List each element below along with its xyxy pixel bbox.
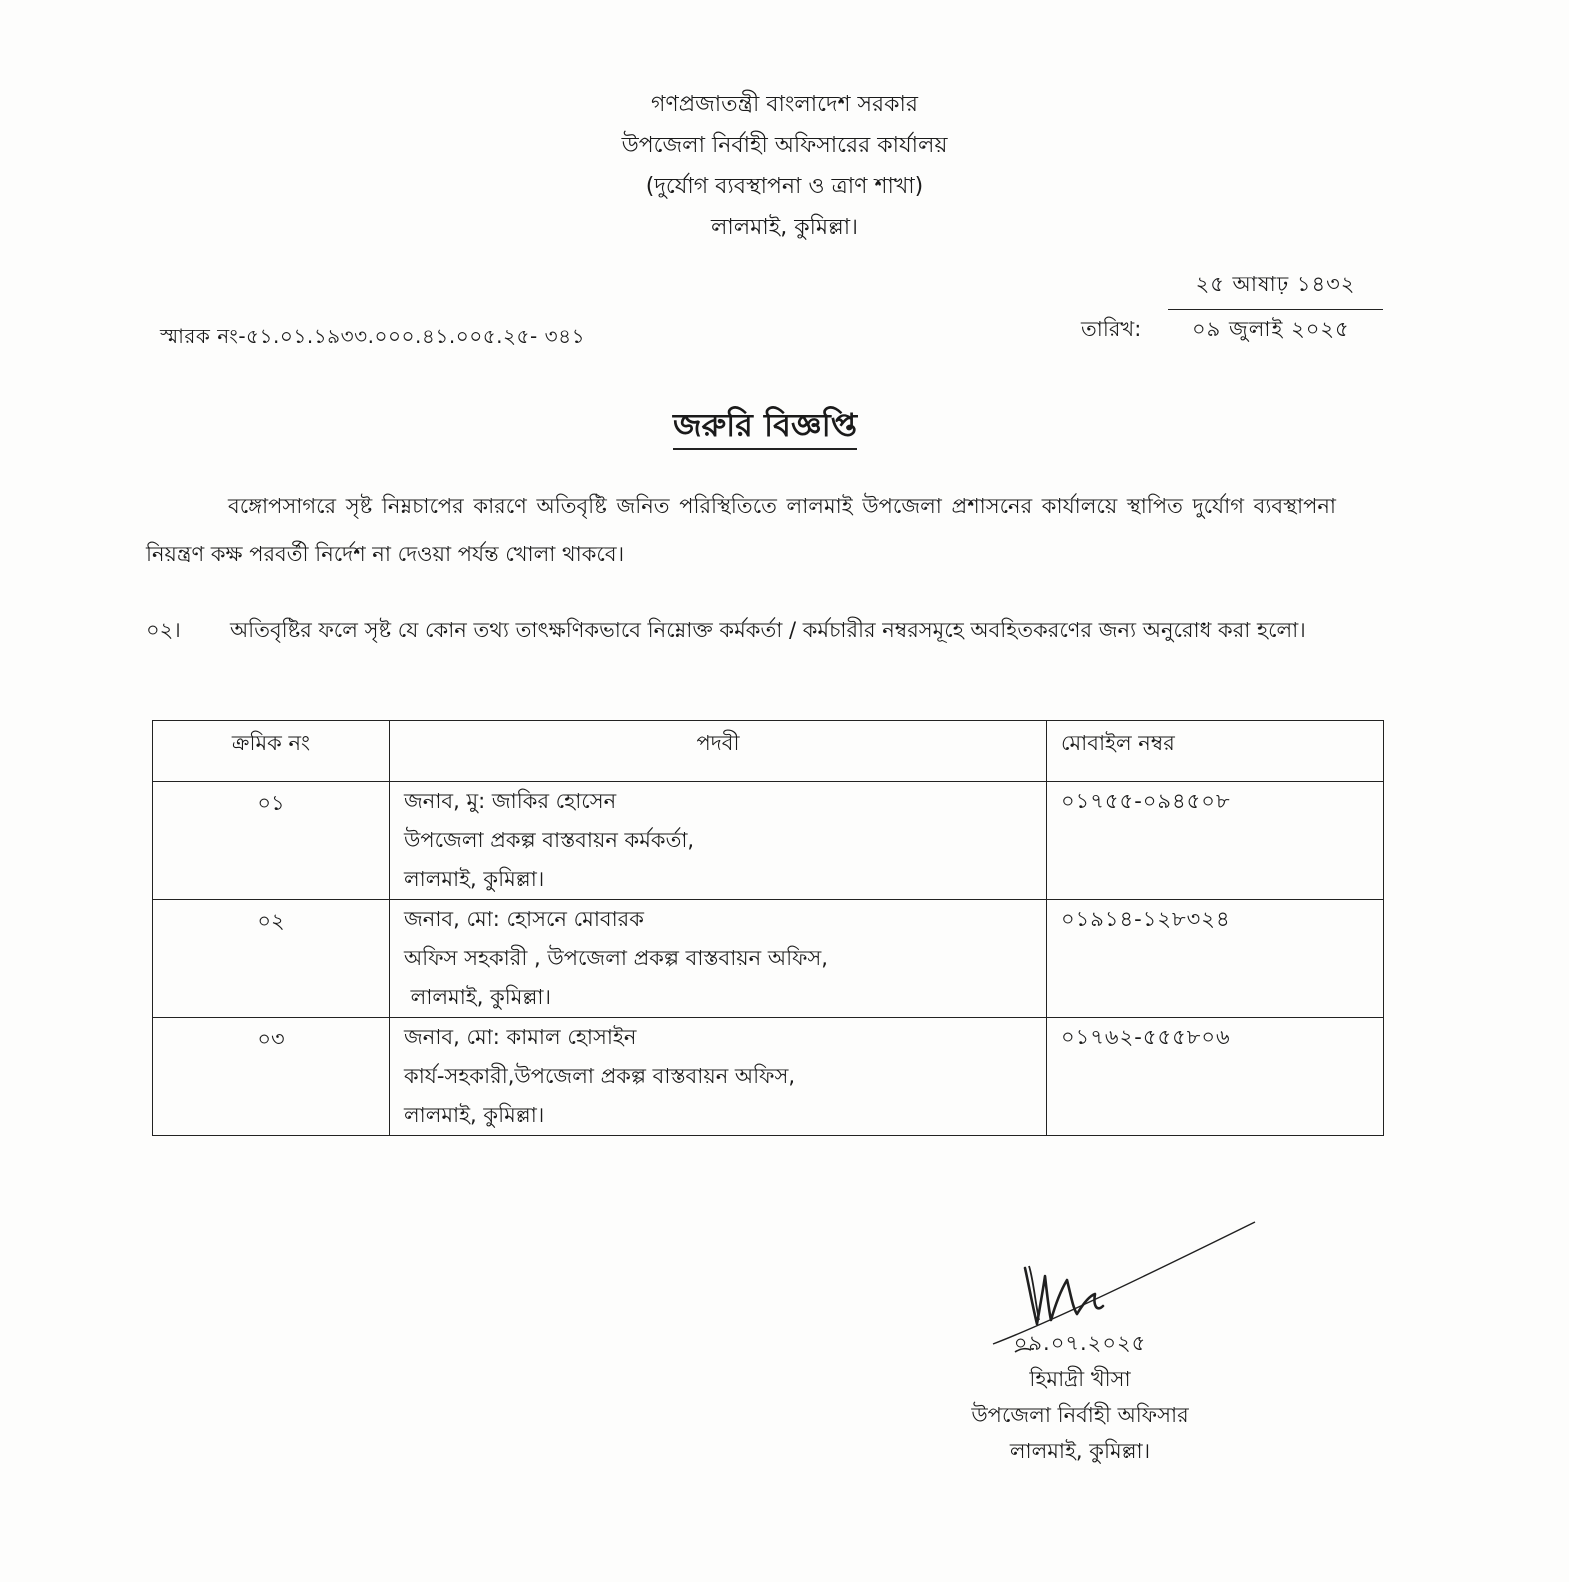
header-mobile: মোবাইল নম্বর <box>1047 721 1384 782</box>
table-row <box>153 782 1384 900</box>
table-row <box>153 1018 1384 1136</box>
row-designation <box>390 1018 1047 1136</box>
officer-place: লালমাই, কুমিল্লা। <box>404 985 551 1009</box>
paragraph-2-number: ০২। <box>146 618 181 642</box>
officer-name: জনাব, মো: কামাল হোসাইন <box>404 1025 637 1049</box>
paragraph-2 <box>146 603 1386 658</box>
row-designation <box>390 900 1047 1018</box>
date-label: তারিখ: <box>1081 317 1142 341</box>
date-block <box>1168 268 1383 310</box>
signature-stroke <box>1025 1268 1103 1324</box>
signature-block <box>940 1325 1220 1469</box>
office-name: উপজেলা নির্বাহী অফিসারের কার্যালয় <box>621 133 948 158</box>
contacts-table <box>152 720 1384 1136</box>
row-mobile: ০১৯১৪-১২৮৩২৪ <box>1047 900 1384 1018</box>
officer-post: কার্য-সহকারী,উপজেলা প্রকল্প বাস্তবায়ন অফিস, <box>404 1064 795 1088</box>
office-location: লালমাই, কুমিল্লা। <box>711 215 858 240</box>
row-serial: ০২ <box>153 900 390 1018</box>
signatory-designation: উপজেলা নির্বাহী অফিসার <box>971 1403 1189 1427</box>
row-mobile: ০১৭৫৫-০৯৪৫০৮ <box>1047 782 1384 900</box>
signature-date: ০৯.০৭.২০২৫ <box>1013 1331 1147 1355</box>
row-designation <box>390 782 1047 900</box>
row-serial: ০৩ <box>153 1018 390 1136</box>
officer-post: অফিস সহকারী , উপজেলা প্রকল্প বাস্তবায়ন অফিস, <box>404 946 828 970</box>
date-bangla: ২৫ আষাঢ় ১৪৩২ <box>1168 268 1383 310</box>
header-designation: পদবী <box>390 721 1047 782</box>
govt-name: গণপ্রজাতন্ত্রী বাংলাদেশ সরকার <box>650 92 919 117</box>
officer-post: উপজেলা প্রকল্প বাস্তবায়ন কর্মকর্তা, <box>404 828 695 852</box>
notice-title-text: জরুরি বিজ্ঞপ্তি <box>673 406 857 450</box>
officer-place: লালমাই, কুমিল্লা। <box>404 867 545 891</box>
letterhead <box>0 84 1569 248</box>
paragraph-1: বঙ্গোপসাগরে সৃষ্ট নিম্নচাপের কারণে অতিবৃষ্টি জনিত পরিস্থিতিতে লালমাই উপজেলা প্রশাসনের কার্যালয়ে স্থাপিত দুর্যোগ ব্যবস্থাপনা নিয়ন্ত্রণ কক্ষ পরবর্তী নির্দেশ না দেওয়া পর্যন্ত খোলা থাকবে। <box>146 494 1336 566</box>
officer-name: জনাব, মো: হোসনে মোবারক <box>404 907 644 931</box>
row-mobile: ০১৭৬২-৫৫৫৮০৬ <box>1047 1018 1384 1136</box>
date-english: ০৯ জুলাই ২০২৫ <box>1192 317 1350 341</box>
row-serial: ০১ <box>153 782 390 900</box>
table-header-row <box>153 721 1384 782</box>
signatory-place: লালমাই, কুমিল্লা। <box>1009 1439 1151 1463</box>
table-row <box>153 900 1384 1018</box>
memo-reference: স্মারক নং-৫১.০১.১৯৩৩.০০০.৪১.০০৫.২৫- ৩৪১ <box>160 324 586 348</box>
notice-title <box>0 400 1530 454</box>
header-serial: ক্রমিক নং <box>153 721 390 782</box>
officer-name: জনাব, মু: জাকির হোসেন <box>404 789 617 813</box>
section-name: (দুর্যোগ ব্যবস্থাপনা ও ত্রাণ শাখা) <box>645 174 924 199</box>
officer-place: লালমাই, কুমিল্লা। <box>404 1103 545 1127</box>
signatory-name: হিমাদ্রী খীসা <box>1029 1367 1131 1391</box>
paragraph-2-text: অতিবৃষ্টির ফলে সৃষ্ট যে কোন তথ্য তাৎক্ষণিকভাবে নিম্নোক্ত কর্মকর্তা / কর্মচারীর নম্বরসমূহে অবহিতকরণের জন্য অনুরোধ করা হলো। <box>230 618 1306 642</box>
